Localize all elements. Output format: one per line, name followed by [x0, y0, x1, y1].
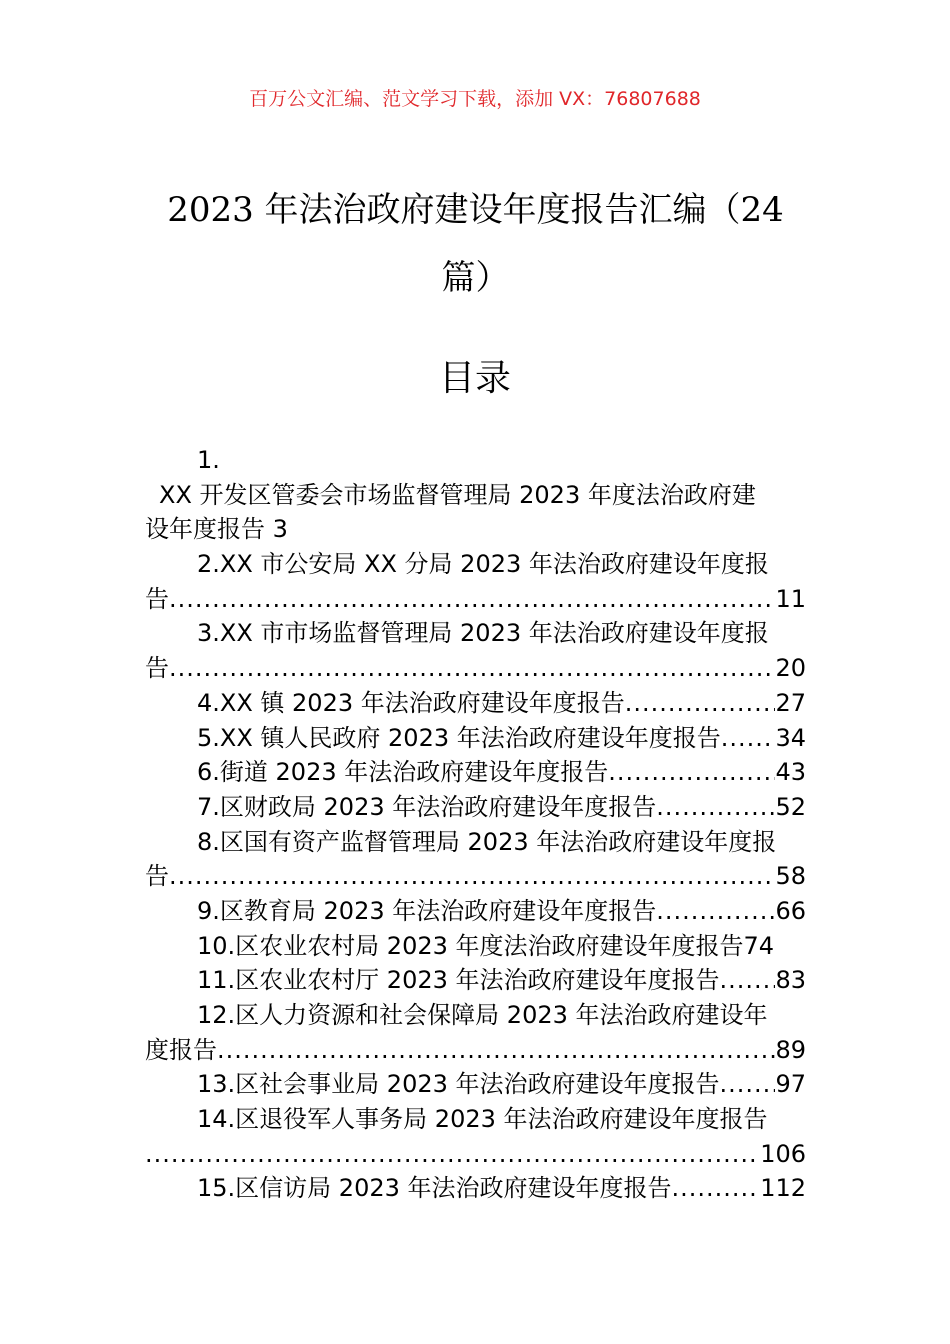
toc-entry-line — [145, 1033, 806, 1068]
toc-entry-line — [145, 512, 806, 547]
toc-entry-text: 15.区信访局 2023 年法治政府建设年度报告 — [197, 1174, 672, 1203]
toc-entry-text: 1. — [197, 446, 220, 474]
toc-entry[interactable] — [145, 894, 806, 929]
toc-entry-line — [145, 1067, 806, 1102]
watermark-banner: 百万公文汇编、范文学习下载，添加 VX：76807688 — [249, 88, 701, 110]
dot-leader — [145, 1137, 760, 1172]
toc-entry-line — [145, 1102, 806, 1137]
toc-page-number: 27 — [775, 688, 806, 717]
toc-entry-line — [145, 998, 806, 1033]
toc-entry-line — [145, 929, 806, 964]
toc-entry-line — [145, 1171, 806, 1206]
toc-page-number: 74 — [743, 931, 775, 960]
toc-entry-text: 度报告 — [145, 1035, 217, 1064]
toc-entry[interactable] — [145, 1102, 806, 1171]
title-line-2: 篇） — [441, 258, 510, 298]
toc-entry[interactable] — [145, 686, 806, 721]
toc-entry-line — [145, 443, 806, 478]
toc-entry-text: 10.区农业农村局 2023 年度法治政府建设年度报告 — [197, 931, 744, 960]
toc-entry-text: 3.XX 市市场监督管理局 2023 年法治政府建设年度报 — [197, 619, 769, 648]
toc-entry-text: 8.区国有资产监督管理局 2023 年法治政府建设年度报 — [197, 827, 777, 856]
toc-entry-line — [145, 582, 806, 617]
toc-entry-text: 5.XX 镇人民政府 2023 年法治政府建设年度报告 — [197, 723, 721, 752]
toc-entry-text: 9.区教育局 2023 年法治政府建设年度报告 — [197, 896, 657, 925]
toc-page-number: 11 — [775, 584, 806, 613]
toc-entry[interactable] — [145, 790, 806, 825]
toc-page-number: 58 — [775, 862, 806, 891]
toc-entry[interactable] — [145, 755, 806, 790]
dot-leader — [656, 790, 775, 825]
toc-entry-text: 13.区社会事业局 2023 年法治政府建设年度报告 — [197, 1070, 720, 1099]
dot-leader — [217, 1033, 775, 1068]
toc-entry-line — [145, 616, 806, 651]
dot-leader — [672, 1171, 761, 1206]
toc-entry-text: 7.区财政局 2023 年法治政府建设年度报告 — [197, 792, 657, 821]
toc-page-number: 106 — [760, 1139, 806, 1168]
toc-entry-text: 告 — [145, 654, 169, 683]
toc-entry-text: 2.XX 市公安局 XX 分局 2023 年法治政府建设年度报 — [197, 550, 769, 579]
toc-entry[interactable] — [145, 825, 806, 894]
dot-leader — [625, 686, 776, 721]
dot-leader — [169, 582, 775, 617]
toc-entry-line — [145, 721, 806, 756]
toc-entry-line — [145, 478, 806, 513]
dot-leader — [720, 963, 776, 998]
document-title — [145, 176, 806, 312]
dot-leader — [169, 859, 775, 894]
toc-page-number: 112 — [760, 1174, 806, 1203]
toc-entry[interactable] — [145, 1171, 806, 1206]
toc-entry-line — [145, 790, 806, 825]
dot-leader — [720, 1067, 776, 1102]
toc-heading: 目录 — [438, 358, 511, 399]
toc-entry-text: 6.街道 2023 年法治政府建设年度报告 — [197, 758, 609, 787]
toc-entry-text: 告 — [145, 584, 169, 613]
table-of-contents — [145, 443, 806, 1206]
toc-entry-line — [145, 894, 806, 929]
toc-page-number: 66 — [775, 896, 806, 925]
title-line-1: 2023 年法治政府建设年度报告汇编（24 — [167, 190, 784, 230]
toc-page-number: 20 — [775, 654, 806, 683]
toc-entry-line — [145, 651, 806, 686]
toc-page-number: 97 — [775, 1070, 806, 1099]
toc-entry-line — [145, 963, 806, 998]
toc-page-number: 43 — [775, 758, 806, 787]
toc-entry-text: 设年度报告 3 — [145, 515, 288, 544]
toc-page-number: 83 — [775, 966, 806, 995]
toc-entry-line — [145, 686, 806, 721]
toc-page-number: 52 — [775, 792, 806, 821]
toc-entry-text: 告 — [145, 862, 169, 891]
toc-entry[interactable] — [145, 998, 806, 1067]
toc-entry-text: 14.区退役军人事务局 2023 年法治政府建设年度报告 — [197, 1105, 768, 1134]
toc-entry-line — [145, 825, 806, 860]
toc-entry[interactable] — [145, 616, 806, 685]
toc-entry[interactable] — [145, 929, 806, 964]
toc-entry-line — [145, 755, 806, 790]
dot-leader — [656, 894, 775, 929]
toc-entry-line — [145, 547, 806, 582]
toc-entry-line — [145, 859, 806, 894]
toc-entry[interactable] — [145, 547, 806, 616]
toc-entry-line — [145, 1137, 806, 1172]
toc-page-number: 89 — [775, 1035, 806, 1064]
dot-leader — [608, 755, 775, 790]
toc-entry[interactable] — [145, 443, 806, 547]
toc-entry-text: 4.XX 镇 2023 年法治政府建设年度报告 — [197, 688, 625, 717]
toc-entry-text: XX 开发区管委会市场监督管理局 2023 年度法治政府建 — [159, 480, 756, 509]
dot-leader — [169, 651, 775, 686]
toc-entry[interactable] — [145, 963, 806, 998]
toc-entry-text: 12.区人力资源和社会保障局 2023 年法治政府建设年 — [197, 1001, 768, 1029]
toc-entry[interactable] — [145, 721, 806, 756]
toc-page-number: 34 — [775, 723, 806, 752]
toc-entry-text: 11.区农业农村厅 2023 年法治政府建设年度报告 — [197, 966, 720, 995]
dot-leader — [721, 721, 776, 756]
toc-entry[interactable] — [145, 1067, 806, 1102]
